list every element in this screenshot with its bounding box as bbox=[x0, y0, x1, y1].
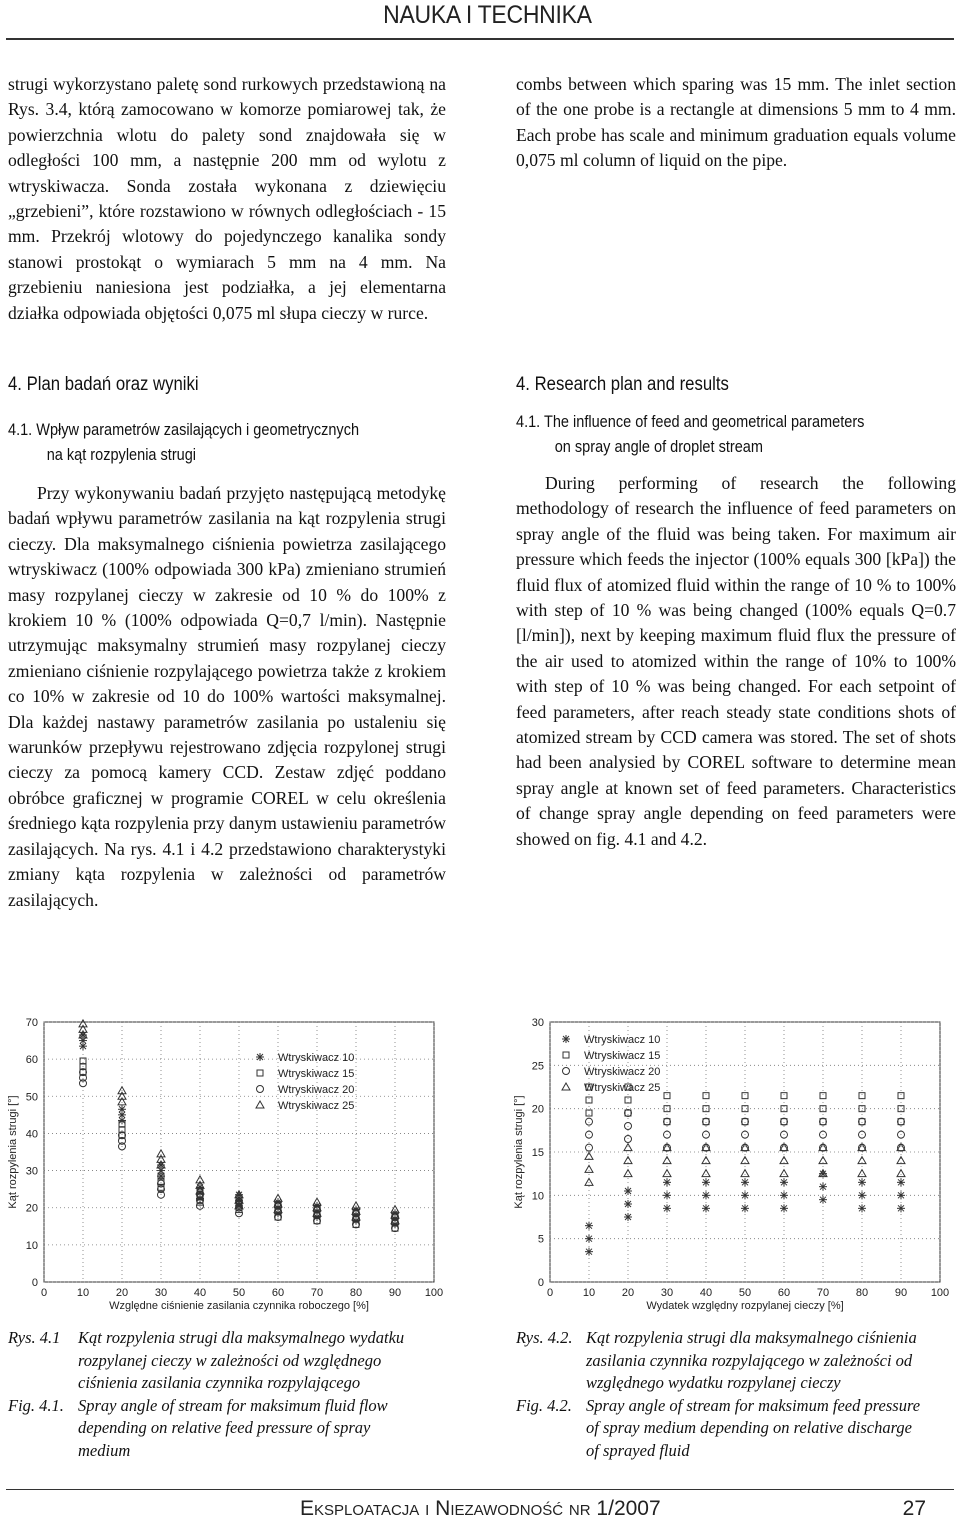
fig1-en-line2: depending on relative feed pressure of spray bbox=[78, 1418, 371, 1437]
x-tick-label: 60 bbox=[777, 1287, 791, 1299]
legend-entry: Wtryskiwacz 10 bbox=[278, 1052, 355, 1064]
data-point bbox=[780, 1191, 788, 1199]
data-point bbox=[663, 1204, 671, 1212]
left-body-paragraph: Przy wykonywaniu badań przyjęto następującą metodykę badań wpływu parametrów zasilania na kąt rozpylenia strugi cieczy. Dla maksymalnego ciśnienia powietrza zasilającego wtryskiwacz (100% odpowiada 300 kPa) zmieniano strumień masy rozpylanej cieczy w zakresie od 10 % do 100% z krokiem 10 % (100% odpowiada Q=0,7 l/min). Następnie utrzymując maksymalny strumień masy rozpylanej cieczy zmieniano ciśnienie rozpylającego powietrza także z krokiem co 10% w zakresie od 10 do 100% wartości maksymalnej. Dla każdej nastawy parametrów zasilania po ustaleniu się warunków przepływu rejestrowano zdjęcia rozpylonej strugi cieczy za pomocą kamery CCD. Zestaw zdjęć poddano obróbce graficznej w programie COREL w celu określenia średniego kąta rozpylenia przy danym ustawieniu parametrów zasilających. Na rys. 4.1 i 4.2 przedstawiono charakterystyki zmiany kąta rozpylenia w zależności od parametrów zasilających. bbox=[8, 483, 446, 910]
x-tick-label: 100 bbox=[424, 1287, 444, 1299]
legend-entry: Wtryskiwacz 10 bbox=[584, 1034, 661, 1046]
legend-entry: Wtryskiwacz 20 bbox=[584, 1066, 661, 1078]
left-section-heading: 4. Plan badań oraz wyniki bbox=[8, 374, 199, 395]
data-point bbox=[897, 1191, 905, 1199]
x-tick-label: 80 bbox=[349, 1287, 363, 1299]
header-rule bbox=[6, 38, 954, 40]
legend-entry: Wtryskiwacz 15 bbox=[278, 1068, 355, 1080]
data-point bbox=[585, 1248, 593, 1256]
left-intro-paragraph: strugi wykorzystano paletę sond rurkowych przedstawioną na Rys. 3.4, którą zamocowano w komorze pomiarowej tak, że powierzchnia wlotu do palety sond znajdowała się w odległości 100 mm, a następnie 200 mm od wylotu z wtryskiwacza. Sonda została wykonana z dziewięciu „grzebieni”, które rozstawiono w równych odległościach - 15 mm. Przekrój wlotowy do pojedynczego kanalika sondy stanowi prostokąt o wymiarach 5 mm na 4 mm. Na grzebieniu naniesiona jest podziałka, a jej elementarna działka odpowiada objętości 0,075 ml słupa cieczy w rurce. bbox=[8, 74, 446, 323]
x-tick-label: 60 bbox=[271, 1287, 285, 1299]
x-tick-label: 50 bbox=[738, 1287, 752, 1299]
fig2-en-line3: of sprayed fluid bbox=[586, 1440, 690, 1460]
data-point bbox=[624, 1187, 632, 1195]
y-tick-label: 20 bbox=[25, 1202, 38, 1215]
left-subsection-heading bbox=[8, 418, 359, 468]
data-point bbox=[858, 1178, 866, 1186]
fig2-en-tag: Fig. 4.2. bbox=[516, 1395, 572, 1415]
fig2-pl-line1: Kąt rozpylenia strugi dla maksymalnego ciśnienia bbox=[586, 1328, 917, 1347]
x-tick-label: 90 bbox=[894, 1287, 908, 1299]
fig2-pl-line2: zasilania czynnika rozpylającego w zależności od bbox=[586, 1350, 913, 1370]
figure-4-2-caption bbox=[516, 1327, 960, 1462]
y-tick-label: 25 bbox=[531, 1060, 544, 1073]
x-tick-label: 40 bbox=[699, 1287, 713, 1299]
x-tick-label: 30 bbox=[154, 1287, 168, 1299]
y-tick-label: 30 bbox=[531, 1017, 544, 1029]
fig1-pl-tag: Rys. 4.1 bbox=[8, 1328, 61, 1347]
data-point bbox=[118, 1105, 126, 1113]
x-tick-label: 70 bbox=[310, 1287, 324, 1299]
data-point bbox=[663, 1191, 671, 1199]
y-tick-label: 5 bbox=[537, 1233, 544, 1246]
x-tick-label: 20 bbox=[115, 1287, 129, 1299]
data-point bbox=[624, 1200, 632, 1208]
fig2-en-line2: of spray medium depending on relative discharge bbox=[586, 1418, 912, 1437]
data-point bbox=[624, 1213, 632, 1221]
running-header: NAUKA I TECHNIKA bbox=[383, 1, 592, 29]
right-body-paragraph: During performing of research the following methodology of research the influence of feed parameters on spray angle of the fluid was being taken. For maximum air pressure which feeds the injector (100% equals 300 [kPa]) the fluid flux of atomized fluid within the range of 10 % to 100% with step of 10 % was being changed (100% equals Q=0.7 [l/min]), next by keeping maximum fluid flux the pressure of the air used to atomized within the range of 10% to 100% with step of 10 % was being changed. For each setpoint of feed parameters, after reach steady state conditions shots of atomized stream by CCD camera was stored. The set of shots had been analysied by COREL software to determine mean spray angle at known set of feed parameters. Characteristics of change spray angle depending on feed parameters were showed on fig. 4.1 and 4.2. bbox=[516, 473, 956, 849]
legend-entry: Wtryskiwacz 25 bbox=[584, 1082, 661, 1094]
x-tick-label: 10 bbox=[582, 1287, 596, 1299]
data-point bbox=[663, 1178, 671, 1186]
data-point bbox=[585, 1222, 593, 1230]
legend-marker bbox=[562, 1035, 570, 1043]
legend-marker bbox=[256, 1053, 264, 1061]
data-point bbox=[702, 1191, 710, 1199]
data-point bbox=[780, 1178, 788, 1186]
y-tick-label: 50 bbox=[25, 1091, 38, 1104]
fig1-en-line3: medium bbox=[78, 1440, 131, 1460]
legend-entry: Wtryskiwacz 15 bbox=[584, 1050, 661, 1062]
y-tick-label: 10 bbox=[531, 1190, 544, 1203]
fig2-pl-line3: względnego wydatku rozpylanej cieczy bbox=[586, 1373, 841, 1392]
fig2-en-line1: Spray angle of stream for maksimum feed pressure bbox=[586, 1395, 921, 1415]
fig2-pl-tag: Rys. 4.2. bbox=[516, 1328, 573, 1347]
data-point bbox=[741, 1191, 749, 1199]
y-tick-label: 70 bbox=[25, 1017, 38, 1029]
data-point bbox=[585, 1235, 593, 1243]
data-point bbox=[897, 1204, 905, 1212]
data-point bbox=[897, 1178, 905, 1186]
x-tick-label: 70 bbox=[816, 1287, 830, 1299]
data-point bbox=[858, 1191, 866, 1199]
x-tick-label: 90 bbox=[388, 1287, 402, 1299]
data-point bbox=[819, 1196, 827, 1204]
y-tick-label: 30 bbox=[25, 1165, 38, 1178]
x-axis-label: Względne ciśnienie zasilania czynnika roboczego [%] bbox=[109, 1300, 369, 1312]
fig1-pl-line2: rozpylanej cieczy w zależności od względnego bbox=[78, 1350, 382, 1370]
x-axis-label: Wydatek względny rozpylanej cieczy [%] bbox=[646, 1300, 844, 1312]
figure-4-2 bbox=[508, 1010, 958, 1320]
legend-entry: Wtryskiwacz 20 bbox=[278, 1084, 355, 1096]
right-sub-line1: 4.1. The influence of feed and geometrical parameters bbox=[516, 413, 865, 431]
left-sub-line2: na kąt rozpylenia strugi bbox=[46, 446, 197, 464]
footer-journal: Eksploatacja i Niezawodność nr 1/2007 bbox=[300, 1497, 661, 1520]
y-tick-label: 10 bbox=[25, 1239, 38, 1252]
legend-entry: Wtryskiwacz 25 bbox=[278, 1100, 355, 1112]
footer-page-number: 27 bbox=[902, 1497, 926, 1520]
fig1-pl-line1: Kąt rozpylenia strugi dla maksymalnego wydatku bbox=[78, 1328, 405, 1347]
x-tick-label: 0 bbox=[546, 1287, 554, 1299]
x-tick-label: 10 bbox=[76, 1287, 90, 1299]
left-sub-line1: 4.1. Wpływ parametrów zasilających i geometrycznych bbox=[8, 421, 360, 439]
data-point bbox=[702, 1204, 710, 1212]
figure-4-1-caption bbox=[8, 1327, 458, 1462]
right-section-heading: 4. Research plan and results bbox=[516, 374, 729, 395]
data-point bbox=[858, 1204, 866, 1212]
x-tick-label: 100 bbox=[930, 1287, 950, 1299]
x-tick-label: 50 bbox=[232, 1287, 246, 1299]
y-tick-label: 0 bbox=[31, 1277, 38, 1289]
x-tick-label: 30 bbox=[660, 1287, 674, 1299]
right-subsection-heading bbox=[516, 410, 864, 460]
x-tick-label: 0 bbox=[40, 1287, 48, 1299]
fig1-en-tag: Fig. 4.1. bbox=[8, 1395, 64, 1415]
data-point bbox=[741, 1204, 749, 1212]
fig1-pl-line3: ciśnienia zasilania czynnika rozpylającego bbox=[78, 1373, 361, 1392]
right-sub-line2: on spray angle of droplet stream bbox=[554, 438, 763, 456]
y-axis-label: Kąt rozpylenia strugi [°] bbox=[7, 1095, 19, 1209]
x-tick-label: 80 bbox=[855, 1287, 869, 1299]
fig1-en-line1: Spray angle of stream for maksimum fluid flow bbox=[78, 1395, 388, 1415]
data-point bbox=[741, 1178, 749, 1186]
footer-rule bbox=[6, 1489, 954, 1490]
x-tick-label: 40 bbox=[193, 1287, 207, 1299]
x-tick-label: 20 bbox=[621, 1287, 635, 1299]
figure-4-2-chart bbox=[508, 1010, 958, 1320]
y-tick-label: 40 bbox=[25, 1128, 38, 1141]
figure-4-1 bbox=[2, 1010, 452, 1320]
y-axis-label: Kąt rozpylenia strugi [°] bbox=[513, 1095, 525, 1209]
figure-4-1-chart bbox=[2, 1010, 452, 1320]
data-point bbox=[819, 1183, 827, 1191]
y-tick-label: 20 bbox=[531, 1103, 544, 1116]
right-intro-paragraph: combs between which sparing was 15 mm. The inlet section of the one probe is a rectangle at dimensions 5 mm to 4 mm. Each probe has scale and minimum graduation equals volume 0,075 ml column of liquid on the pipe. bbox=[516, 74, 956, 171]
data-point bbox=[780, 1204, 788, 1212]
y-tick-label: 60 bbox=[25, 1054, 38, 1067]
y-tick-label: 0 bbox=[537, 1277, 544, 1289]
data-point bbox=[702, 1178, 710, 1186]
y-tick-label: 15 bbox=[531, 1147, 544, 1159]
